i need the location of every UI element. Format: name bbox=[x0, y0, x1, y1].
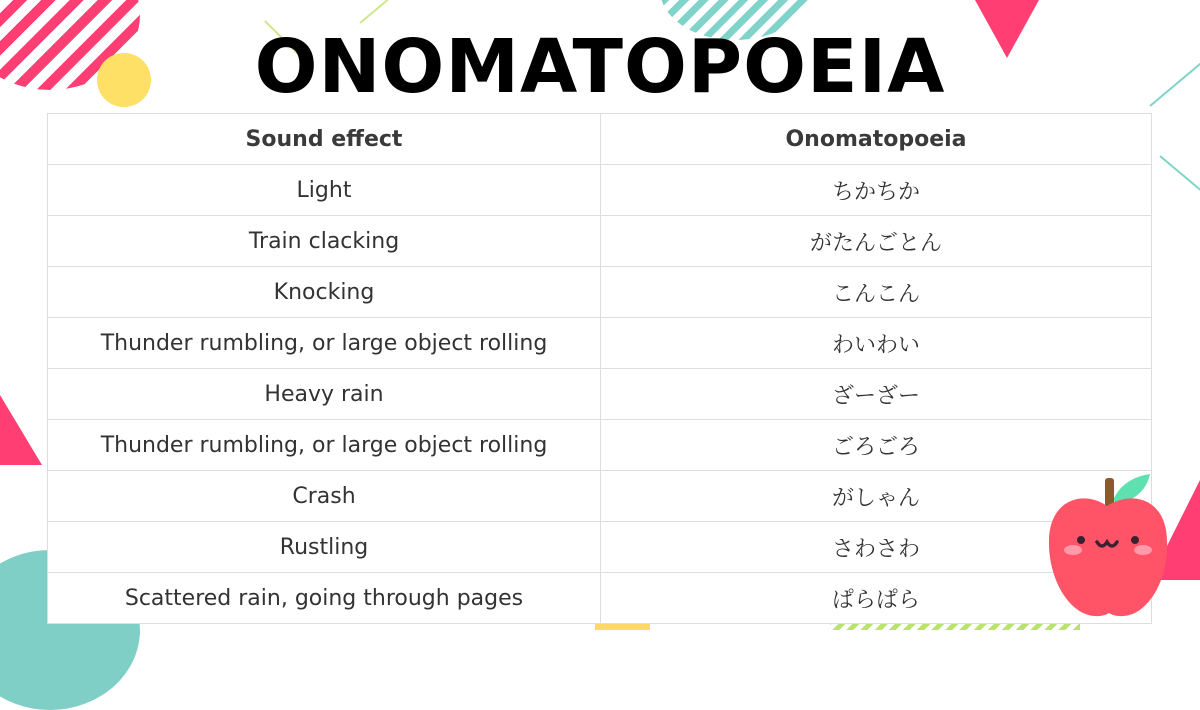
onomatopoeia-cell: さわさわ bbox=[601, 522, 1152, 573]
onomatopoeia-cell: がたんごとん bbox=[601, 216, 1152, 267]
sound-effect-cell: Light bbox=[48, 165, 601, 216]
sound-effect-cell: Thunder rumbling, or large object rolling bbox=[48, 420, 601, 471]
table-row bbox=[48, 522, 1152, 573]
apple-mascot-icon bbox=[1045, 470, 1170, 620]
table-row bbox=[48, 216, 1152, 267]
onomatopoeia-cell: ごろごろ bbox=[601, 420, 1152, 471]
onomatopoeia-cell: こんこん bbox=[601, 267, 1152, 318]
sound-effect-cell: Thunder rumbling, or large object rolling bbox=[48, 318, 601, 369]
page-title: ONOMATOPOEIA bbox=[254, 24, 946, 110]
table-row bbox=[48, 318, 1152, 369]
sound-effect-cell: Knocking bbox=[48, 267, 601, 318]
column-header-onomatopoeia: Onomatopoeia bbox=[601, 114, 1152, 165]
onomatopoeia-cell: わいわい bbox=[601, 318, 1152, 369]
table-row bbox=[48, 420, 1152, 471]
table-row bbox=[48, 369, 1152, 420]
sound-effect-cell: Rustling bbox=[48, 522, 601, 573]
onomatopoeia-table bbox=[47, 113, 1152, 624]
table-row bbox=[48, 267, 1152, 318]
table-row bbox=[48, 165, 1152, 216]
sound-effect-cell: Scattered rain, going through pages bbox=[48, 573, 601, 624]
sound-effect-cell: Heavy rain bbox=[48, 369, 601, 420]
decor-line bbox=[1159, 155, 1200, 202]
onomatopoeia-cell: がしゃん bbox=[601, 471, 1152, 522]
onomatopoeia-cell: ぱらぱら bbox=[601, 573, 1152, 624]
sound-effect-cell: Crash bbox=[48, 471, 601, 522]
decor-line bbox=[359, 0, 414, 24]
column-header-sound-effect: Sound effect bbox=[48, 114, 601, 165]
table-row bbox=[48, 471, 1152, 522]
table-header-row bbox=[48, 114, 1152, 165]
decor-triangle-left bbox=[0, 395, 42, 465]
sound-effect-cell: Train clacking bbox=[48, 216, 601, 267]
onomatopoeia-cell: ちかちか bbox=[601, 165, 1152, 216]
onomatopoeia-cell: ざーざー bbox=[601, 369, 1152, 420]
table-row bbox=[48, 573, 1152, 624]
